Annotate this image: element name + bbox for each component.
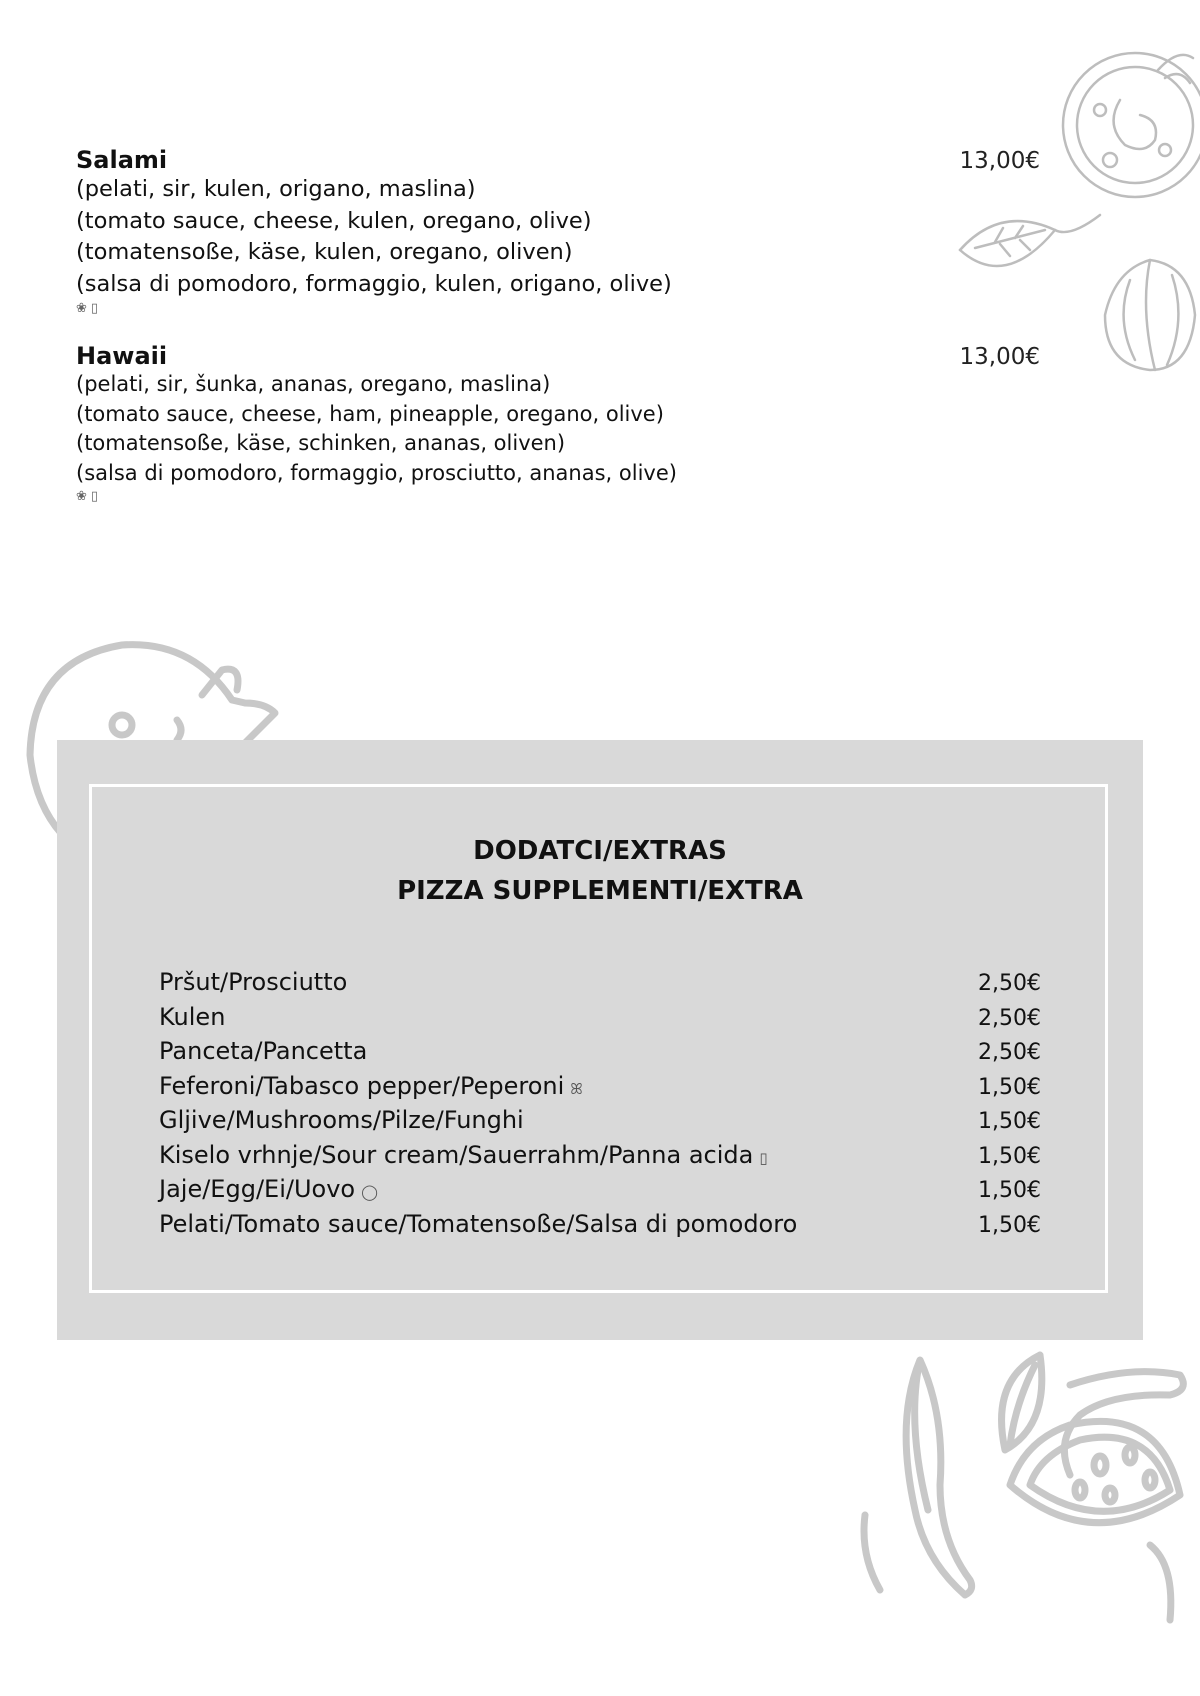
chili-pepper-illustration-icon xyxy=(860,1350,990,1610)
item-price: 13,00€ xyxy=(959,148,1040,174)
extra-label: Feferoni/Tabasco pepper/Peperoni xyxy=(159,1071,565,1100)
description-hr: (pelati, sir, šunka, ananas, oregano, maslina) xyxy=(76,372,551,396)
extra-price: 2,50€ xyxy=(978,1040,1041,1065)
extra-price: 1,50€ xyxy=(978,1109,1041,1134)
allergen-icons xyxy=(76,302,1040,316)
description-en: (tomato sauce, cheese, kulen, oregano, olive) xyxy=(76,207,592,234)
extras-row xyxy=(159,1037,1041,1072)
description-de: (tomatensoße, käse, kulen, oregano, oliven) xyxy=(76,239,573,265)
extra-price: 2,50€ xyxy=(978,971,1041,996)
extra-label: Jaje/Egg/Ei/Uovo xyxy=(159,1175,356,1203)
extras-row xyxy=(159,1072,1041,1107)
milk-icon: ▯ xyxy=(90,489,99,504)
description-en: (tomato sauce, cheese, ham, pineapple, oregano, olive) xyxy=(76,401,664,426)
extras-row xyxy=(159,968,1041,1003)
extras-row xyxy=(159,1141,1041,1176)
extra-label: Kulen xyxy=(159,1002,226,1031)
description-it: (salsa di pomodoro, formaggio, prosciutto, ananas, olive) xyxy=(76,460,677,485)
item-description-list xyxy=(76,174,1040,300)
menu-item-hawaii xyxy=(76,342,1040,504)
extra-price: 1,50€ xyxy=(978,1178,1041,1203)
item-price: 13,00€ xyxy=(959,344,1040,370)
milk-icon: ▯ xyxy=(759,1148,768,1167)
extra-label: Panceta/Pancetta xyxy=(159,1037,368,1065)
description-it: (salsa di pomodoro, formaggio, kulen, origano, olive) xyxy=(76,270,672,297)
extras-title-line1: DODATCI/EXTRAS xyxy=(473,836,727,866)
extra-price: 1,50€ xyxy=(978,1074,1041,1100)
gluten-icon: ❀ xyxy=(76,489,87,504)
extra-label: Pelati/Tomato sauce/Tomatensoße/Salsa di pomodoro xyxy=(159,1209,798,1238)
sulphites-icon: ꕤ xyxy=(570,1079,583,1098)
extras-list xyxy=(159,968,1041,1244)
milk-icon: ▯ xyxy=(90,301,99,316)
extras-row xyxy=(159,1175,1041,1210)
description-hr: (pelati, sir, kulen, origano, maslina) xyxy=(76,176,476,202)
item-name: Salami xyxy=(76,146,168,174)
garlic-illustration-icon xyxy=(1100,250,1200,380)
extras-row xyxy=(159,1003,1041,1038)
extras-row xyxy=(159,1210,1041,1245)
menu-item-salami xyxy=(76,146,1040,316)
tomato-slice-illustration-icon xyxy=(990,1345,1200,1625)
extras-row xyxy=(159,1106,1041,1141)
item-name: Hawaii xyxy=(76,342,168,370)
extra-label: Kiselo vrhnje/Sour cream/Sauerrahm/Panna acida xyxy=(159,1140,754,1169)
extra-label: Gljive/Mushrooms/Pilze/Funghi xyxy=(159,1106,524,1134)
tomato-illustration-icon xyxy=(1040,40,1200,210)
extra-price: 2,50€ xyxy=(978,1005,1041,1031)
description-de: (tomatensoße, käse, schinken, ananas, oliven) xyxy=(76,431,566,455)
extra-price: 1,50€ xyxy=(978,1143,1041,1169)
item-description-list xyxy=(76,370,1040,488)
extra-label: Pršut/Prosciutto xyxy=(159,968,348,996)
allergen-icons xyxy=(76,490,1040,504)
extra-price: 1,50€ xyxy=(978,1212,1041,1238)
gluten-icon: ❀ xyxy=(76,301,87,316)
egg-icon: ◯ xyxy=(361,1183,378,1201)
extras-title-line2: PIZZA SUPPLEMENTI/EXTRA xyxy=(397,876,803,906)
